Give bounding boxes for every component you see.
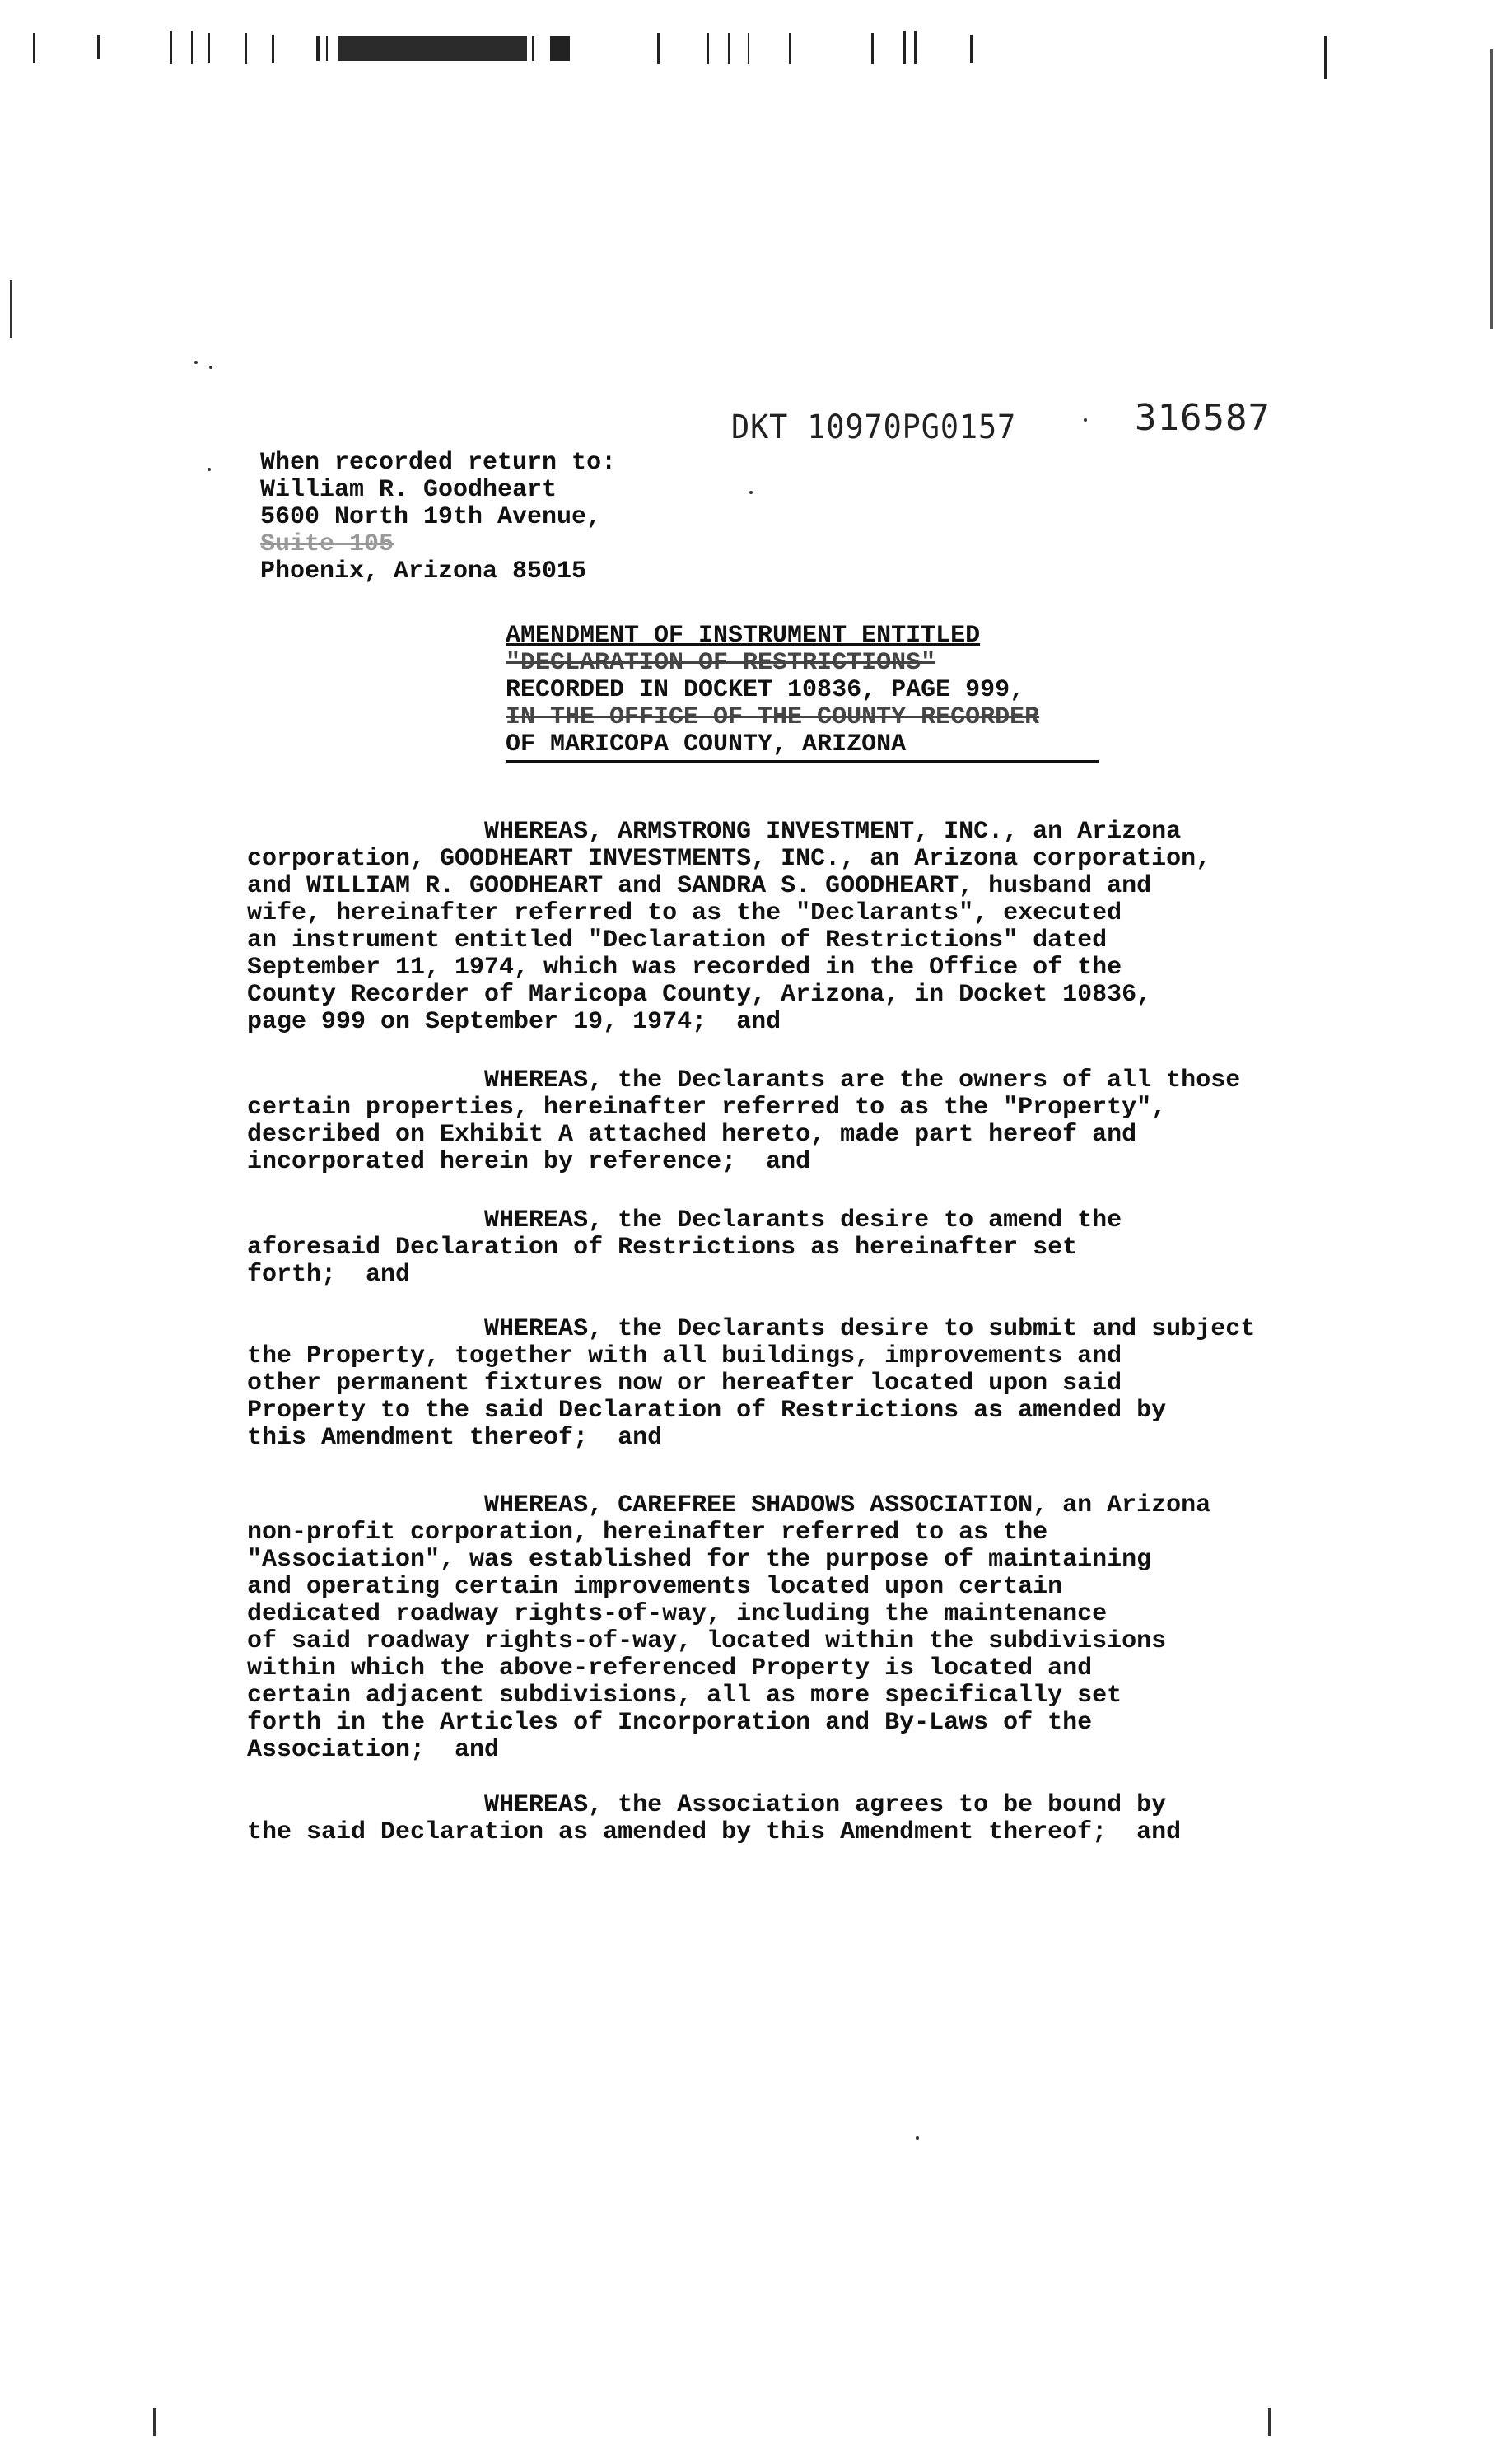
title-line-5: OF MARICOPA COUNTY, ARIZONA [506, 730, 907, 758]
docket-stamp: DKT 10970PG0157 [731, 408, 1017, 446]
return-address-city: Phoenix, Arizona 85015 [260, 558, 587, 586]
title-line-4: IN THE OFFICE OF THE COUNTY RECORDER [506, 703, 1040, 731]
title-line-2: "DECLARATION OF RESTRICTIONS" [506, 649, 936, 677]
recording-number-stamp: 316587 [1135, 397, 1271, 439]
return-address-block [260, 450, 616, 586]
title-line-1: AMENDMENT OF INSTRUMENT ENTITLED [506, 622, 981, 650]
whereas-paragraph-4: WHEREAS, the Declarants desire to submit and subject the Property, together with all buildings, improvements and other permanent fixtures now or hereafter located upon said Property to the said Declaration of Restrictions as amended by this Amendment thereof; and [247, 1315, 1256, 1452]
whereas-paragraph-5: WHEREAS, CAREFREE SHADOWS ASSOCIATION, an Arizona non-profit corporation, hereinafter referred to as the "Association", was established for the purpose of maintaining and operating certain improvements located upon certain dedicated roadway rights-of-way, including the maintenance of said roadway rights-of-way, located within the subdivisions within which the above-referenced Property is located and certain adjacent subdivisions, all as more specifically set forth in the Articles of Incorporation and By-Laws of the Association; and [247, 1491, 1211, 1764]
return-address-suite: Suite 105 [260, 530, 394, 558]
return-address-street: 5600 North 19th Avenue, [260, 503, 602, 531]
whereas-paragraph-3: WHEREAS, the Declarants desire to amend the aforesaid Declaration of Restrictions as hereinafter set forth; and [247, 1206, 1122, 1289]
left-edge-mark [10, 280, 12, 338]
title-underline [506, 760, 1099, 763]
scan-artifact-strip [0, 25, 1502, 91]
whereas-paragraph-6: WHEREAS, the Association agrees to be bound by the said Declaration as amended by this Amendment thereof; and [247, 1791, 1182, 1846]
right-edge-mark [1490, 49, 1493, 329]
document-title-block [506, 623, 1099, 763]
whereas-paragraph-2: WHEREAS, the Declarants are the owners of all those certain properties, hereinafter referred to as the "Property", described on Exhibit A attached hereto, made part hereof and incorporated herein by reference; and [247, 1066, 1241, 1176]
bottom-left-mark [153, 2408, 156, 2436]
return-address-name: William R. Goodheart [260, 476, 557, 504]
whereas-paragraph-1: WHEREAS, ARMSTRONG INVESTMENT, INC., an Arizona corporation, GOODHEART INVESTMENTS, INC., an Arizona corporation, and WILLIAM R. GOODHEART and SANDRA S. GOODHEART, husband and wife, hereinafter referred to as the "Declarants", executed an instrument entitled "Declaration of Restrictions" dated September 11, 1974, which was recorded in the Office of the County Recorder of Maricopa County, Arizona, in Docket 10836, page 999 on September 19, 1974; and [247, 818, 1211, 1036]
bottom-right-mark [1268, 2408, 1271, 2436]
return-address-line: When recorded return to: [260, 449, 617, 477]
title-line-3: RECORDED IN DOCKET 10836, PAGE 999, [506, 676, 1025, 704]
